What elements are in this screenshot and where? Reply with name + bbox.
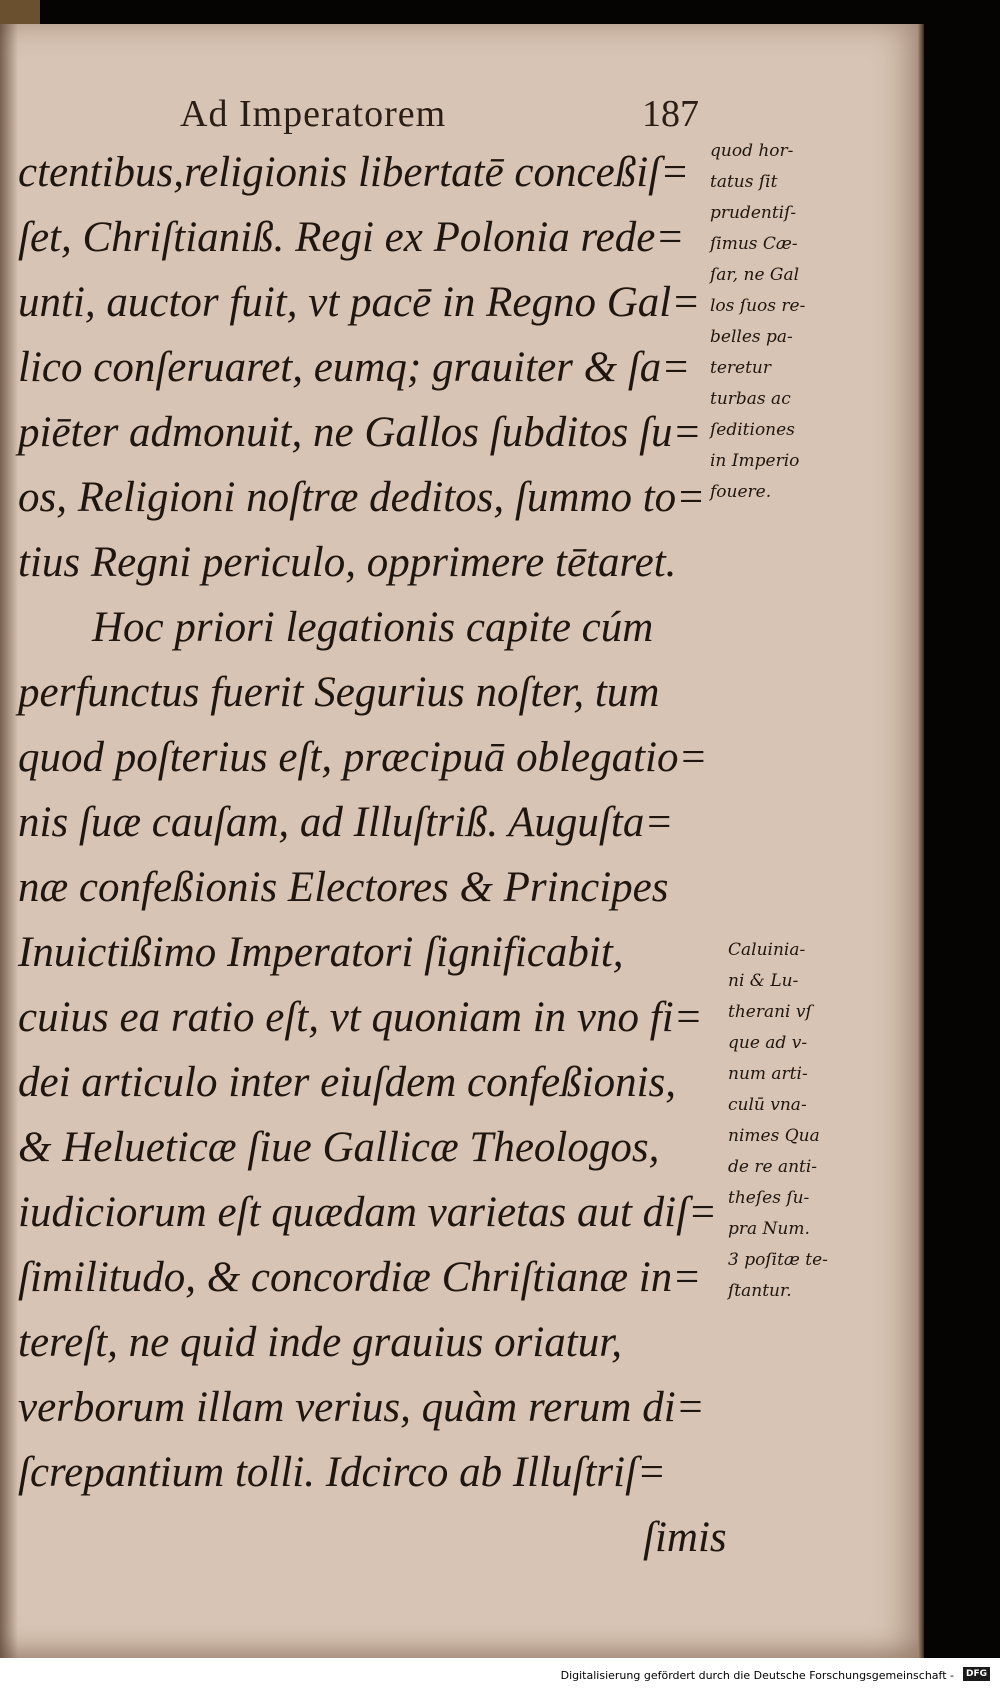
text-line: nis ſuæ cauſam, ad Illuſtriß. Auguſta=: [18, 799, 674, 846]
text-line: dei articulo inter eiuſdem confeßionis,: [18, 1059, 677, 1106]
text-line: verborum illam verius, quàm rerum di=: [18, 1384, 705, 1431]
margin-note-line: culū vna-: [728, 1095, 807, 1115]
text-line: lico conſeruaret, eumq; grauiter & ſa=: [18, 344, 691, 391]
margin-note-line: theſes ſu-: [728, 1188, 810, 1208]
page-number: 187: [642, 93, 699, 135]
text-line: ſimilitudo, & concordiæ Chriſtianæ in=: [18, 1254, 702, 1301]
text-line: ſcrepantium tolli. Idcirco ab Illuſtriſ=: [18, 1449, 667, 1496]
margin-note-line: quod hor-: [710, 141, 794, 161]
margin-note-line: pra Num.: [728, 1219, 810, 1239]
text-line: ſet, Chriſtianiß. Regi ex Polonia rede=: [18, 214, 685, 261]
margin-note-line: los ſuos re-: [710, 296, 806, 316]
text-line: Inuictißimo Imperatori ſignificabit,: [18, 929, 624, 976]
text-line: næ confeßionis Electores & Principes: [18, 864, 669, 911]
page-header: [180, 92, 700, 142]
catchword: ſimis: [643, 1514, 727, 1561]
margin-note-prudence: [710, 136, 860, 508]
margin-note-line: ſtantur.: [728, 1281, 792, 1301]
margin-note-line: ſimus Cæ-: [710, 234, 798, 254]
paragraph-start-line: Hoc priori legationis capite cúm: [92, 604, 654, 651]
text-line: quod poſterius eſt, præcipuā oblegatio=: [18, 734, 708, 781]
text-line: tereſt, ne quid inde grauius oriatur,: [18, 1319, 622, 1366]
text-line: unti, auctor fuit, vt pacē in Regno Gal=: [18, 279, 701, 326]
margin-note-line: Caluinia-: [728, 940, 806, 960]
margin-note-line: fouere.: [710, 482, 772, 502]
gutter-shadow: [0, 24, 18, 1658]
text-line: perfunctus fuerit Segurius noſter, tum: [18, 669, 660, 716]
running-head: Ad Imperatorem: [180, 93, 447, 135]
digitization-credit: Digitalisierung gefördert durch die Deutsche Forschungsgemeinschaft -: [560, 1669, 954, 1682]
text-line: cuius ea ratio eſt, vt quoniam in vno fi=: [18, 994, 703, 1041]
margin-note-line: ſeditiones: [710, 420, 795, 440]
text-line: & Helueticæ ſiue Gallicæ Theologos,: [18, 1124, 660, 1171]
text-line: iudiciorum eſt quædam varietas aut diſ=: [18, 1189, 718, 1236]
margin-note-line: in Imperio: [710, 451, 800, 471]
margin-note-line: teretur: [710, 358, 771, 378]
margin-note-line: de re anti-: [728, 1157, 818, 1177]
margin-note-line: 3 poſitæ te-: [728, 1250, 828, 1270]
body-text: [18, 140, 727, 1570]
margin-note-line: num arti-: [728, 1064, 808, 1084]
margin-note-line: nimes Qua: [728, 1126, 820, 1146]
text-line: os, Religioni noſtræ deditos, ſummo to=: [18, 474, 706, 521]
margin-note-line: turbas ac: [710, 389, 791, 409]
margin-note-line: ſar, ne Gal: [710, 265, 800, 285]
page-edge: [918, 24, 924, 1658]
text-line: piēter admonuit, ne Gallos ſubditos ſu=: [18, 409, 702, 456]
text-line: ctentibus,religionis libertatē conceßiſ=: [18, 149, 690, 196]
dfg-logo: DFG: [963, 1667, 990, 1681]
margin-note-line: ni & Lu-: [728, 971, 799, 991]
margin-note-line: tatus ſit: [710, 172, 778, 192]
text-line: tius Regni periculo, opprimere tētaret.: [18, 539, 677, 586]
margin-note-line: therani vſ: [728, 1002, 812, 1022]
margin-note-line: que ad v-: [728, 1033, 808, 1053]
margin-note-calvinists: [728, 935, 878, 1307]
margin-note-line: prudentiſ-: [710, 203, 797, 223]
margin-note-line: belles pa-: [710, 327, 793, 347]
scan-corner-mark: [0, 0, 40, 26]
